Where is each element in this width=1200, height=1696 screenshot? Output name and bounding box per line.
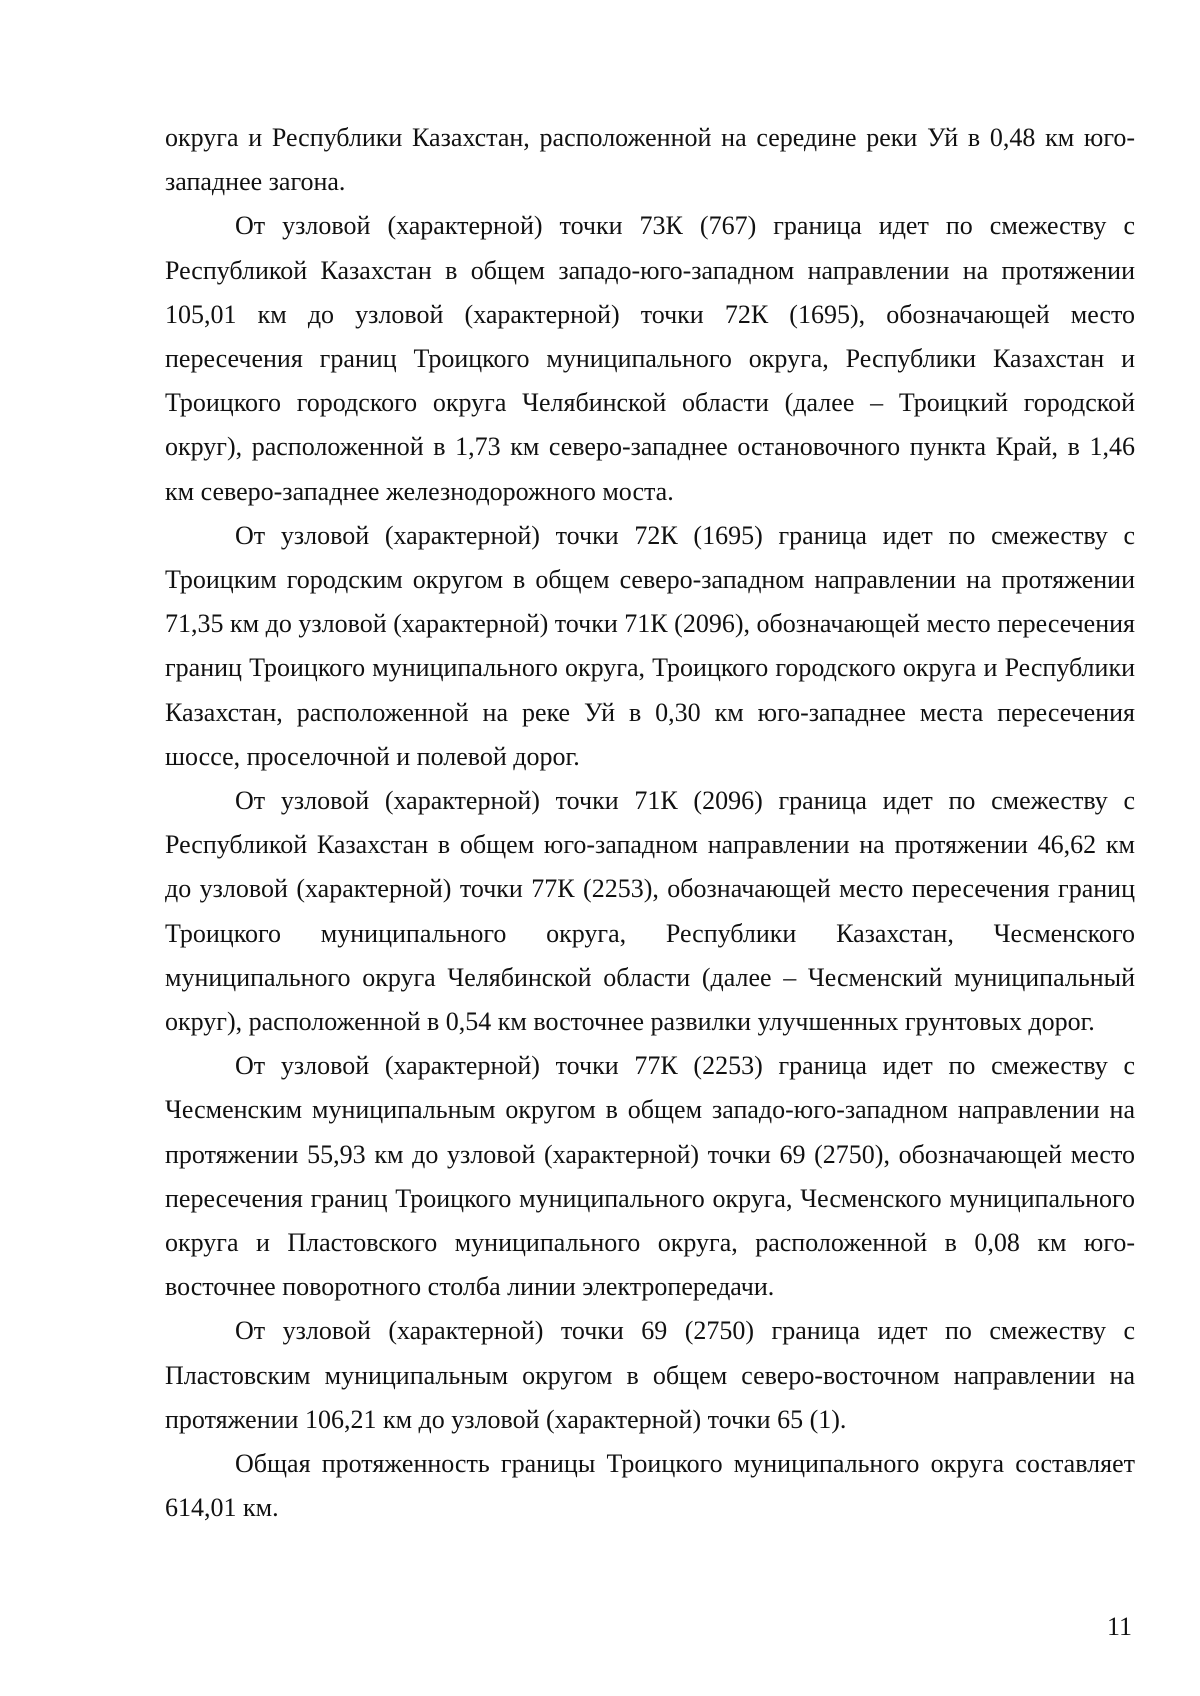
paragraph-continuation: округа и Республики Казахстан, расположенной на середине реки Уй в 0,48 км юго-западнее загона.	[165, 123, 1135, 197]
paragraph-point-69: От узловой (характерной) точки 69 (2750) граница идет по смежеству с Пластовским муниципальным округом в общем северо-восточном направлении на протяжении 106,21 км до узловой (характерной) точки 65 (1).	[165, 1316, 1135, 1434]
paragraph-point-73k: От узловой (характерной) точки 73К (767) граница идет по смежеству с Республикой Казахстан в общем западо-юго-западном направлении на протяжении 105,01 км до узловой (характерной) точки 72К (1695), обозначающей место пересечения границ Троицкого муниципального округа, Республики Казахстан и Троицкого городского округа Челябинской области (далее – Троицкий городской округ), расположенной в 1,73 км северо-западнее остановочного пункта Край, в 1,46 км северо-западнее железнодорожного моста.	[165, 211, 1135, 506]
page-number: 11	[1106, 1612, 1132, 1641]
paragraph-point-71k: От узловой (характерной) точки 71К (2096) граница идет по смежеству с Республикой Казахстан в общем юго-западном направлении на протяжении 46,62 км до узловой (характерной) точки 77К (2253), обозначающей место пересечения границ Троицкого муниципального округа, Республики Казахстан, Чесменского муниципального округа Челябинской области (далее – Чесменский муниципальный округ), расположенной в 0,54 км восточнее развилки улучшенных грунтовых дорог.	[165, 786, 1135, 1037]
document-body	[165, 116, 1135, 1531]
paragraph-point-77k: От узловой (характерной) точки 77К (2253) граница идет по смежеству с Чесменским муниципальным округом в общем западо-юго-западном направлении на протяжении 55,93 км до узловой (характерной) точки 69 (2750), обозначающей место пересечения границ Троицкого муниципального округа, Чесменского муниципального округа и Пластовского муниципального округа, расположенной в 0,08 км юго-восточнее поворотного столба линии электропередачи.	[165, 1051, 1135, 1302]
paragraph-total-length: Общая протяженность границы Троицкого муниципального округа составляет 614,01 км.	[165, 1449, 1135, 1523]
paragraph-point-72k: От узловой (характерной) точки 72К (1695) граница идет по смежеству с Троицким городским округом в общем северо-западном направлении на протяжении 71,35 км до узловой (характерной) точки 71К (2096), обозначающей место пересечения границ Троицкого муниципального округа, Троицкого городского округа и Республики Казахстан, расположенной на реке Уй в 0,30 км юго-западнее места пересечения шоссе, проселочной и полевой дорог.	[165, 520, 1135, 771]
